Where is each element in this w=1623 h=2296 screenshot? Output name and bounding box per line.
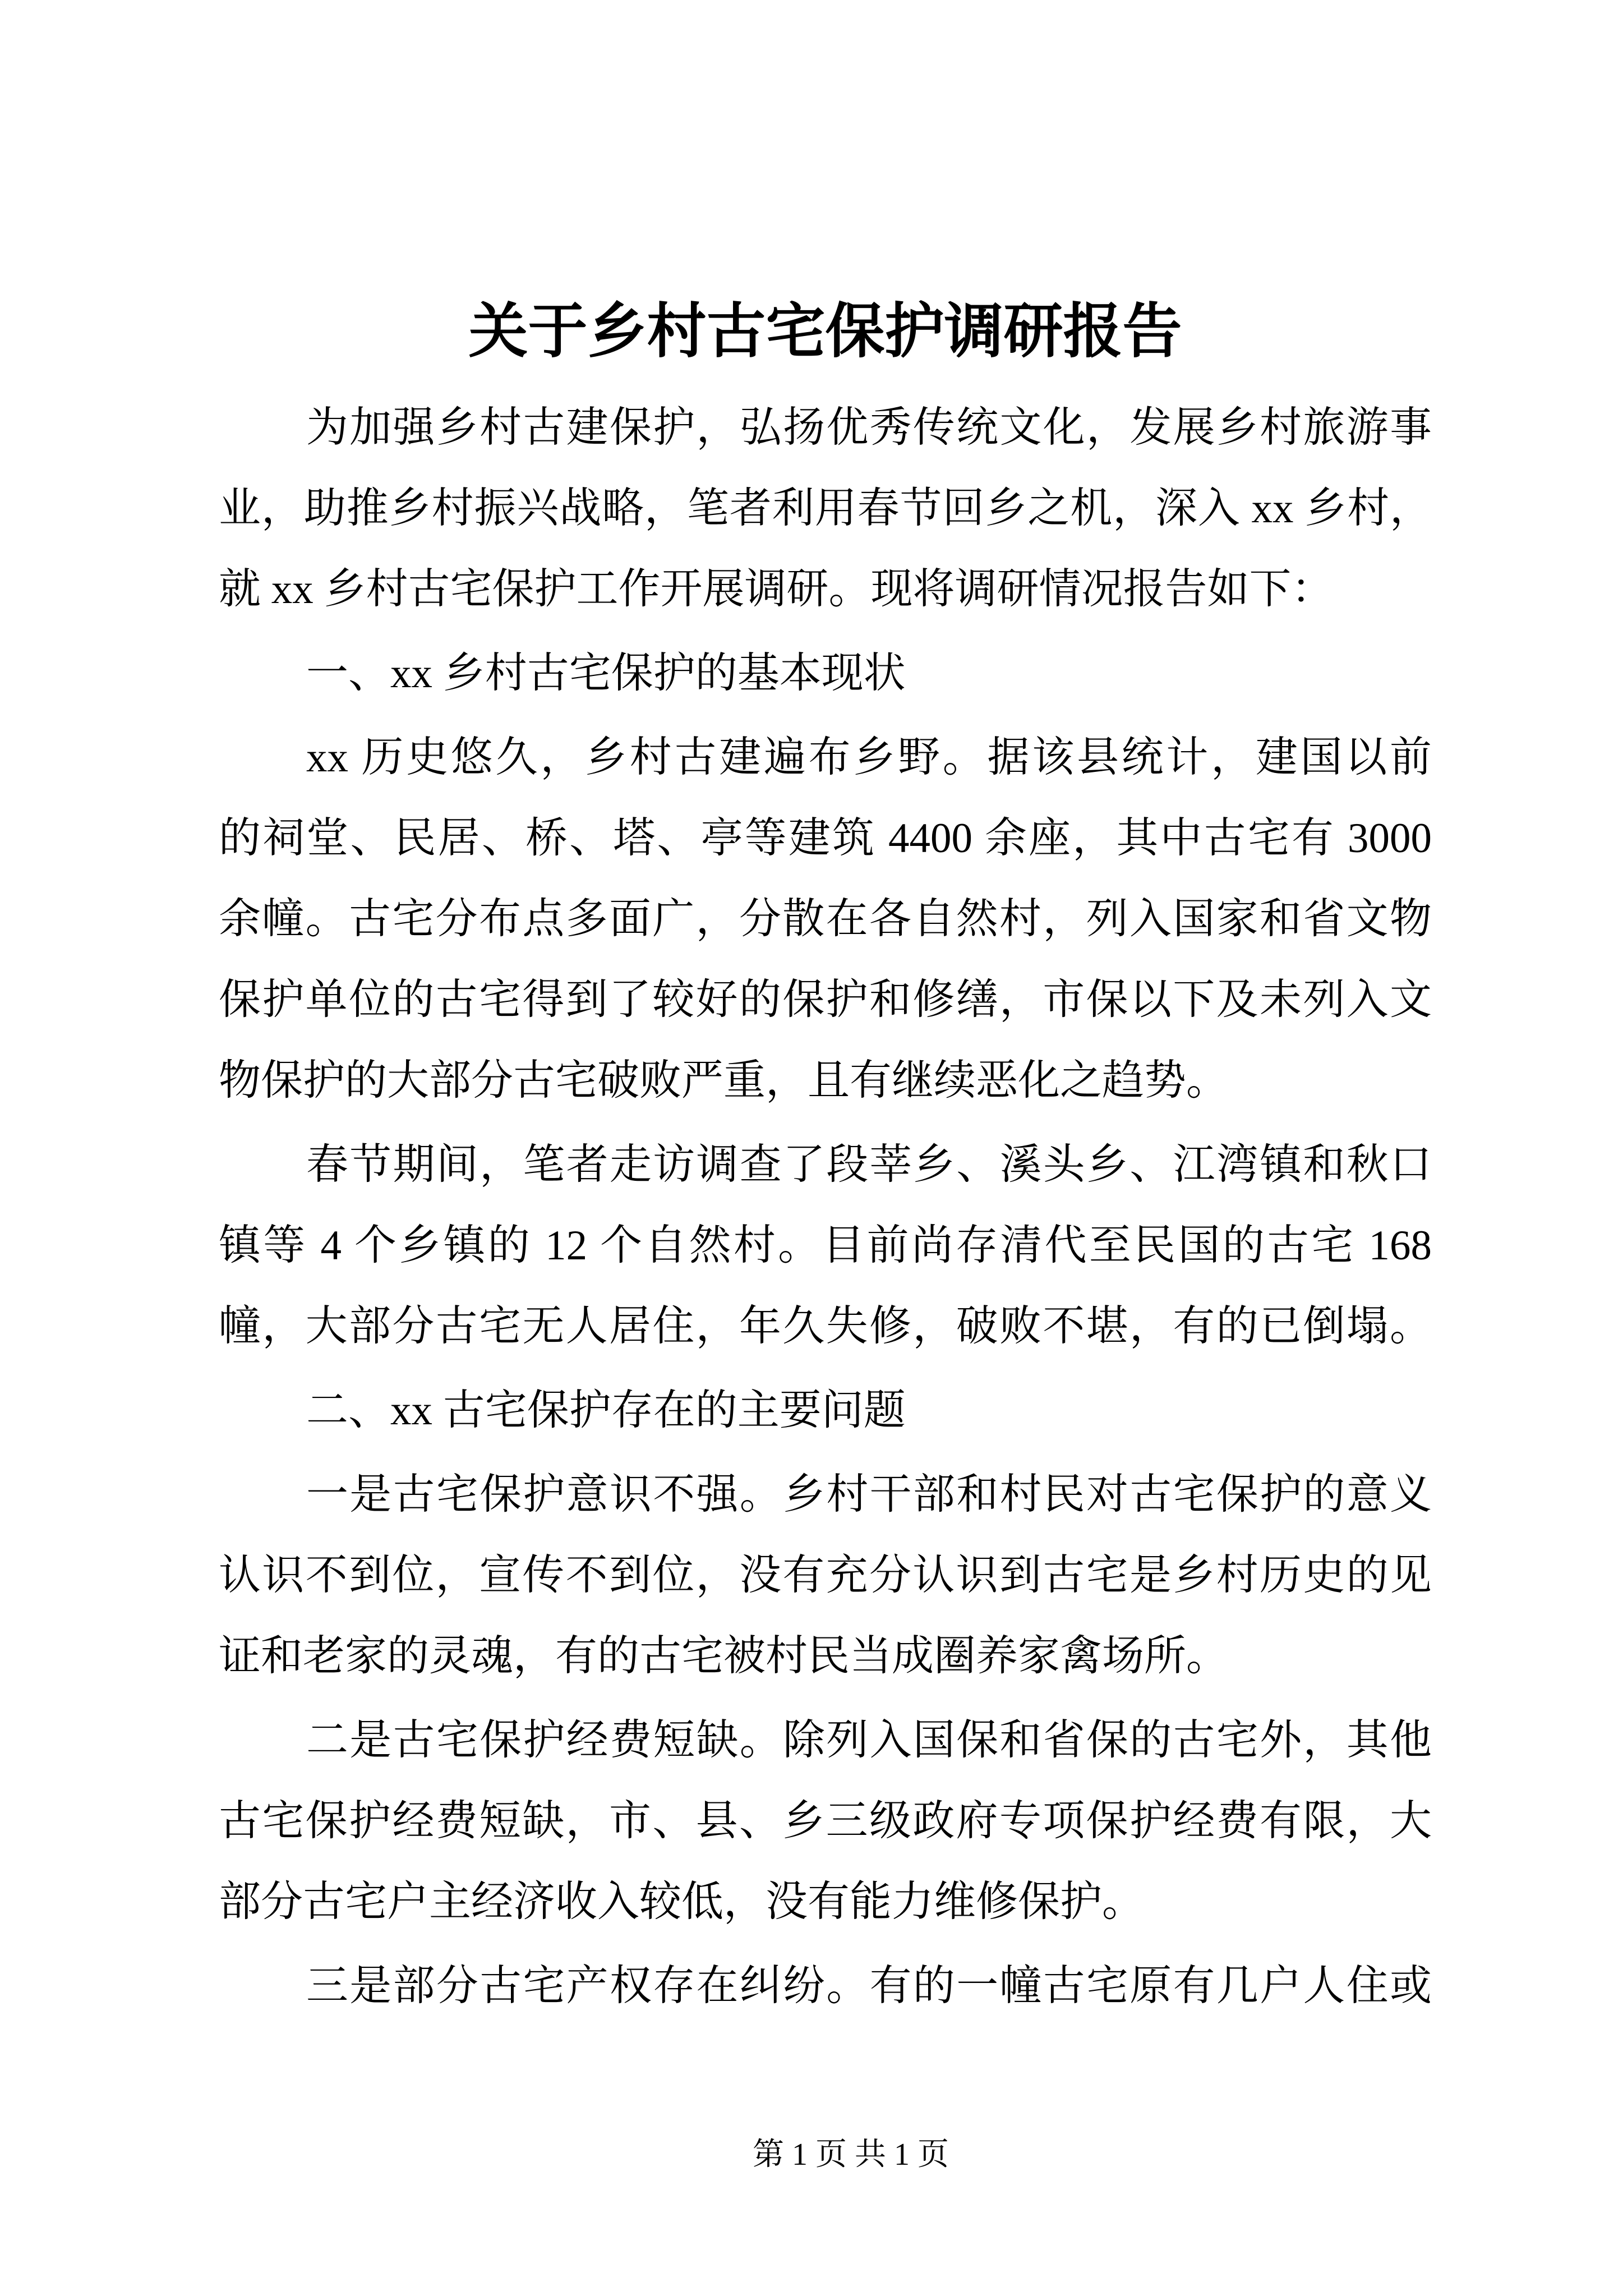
- section-heading-2: [219, 1370, 1432, 1451]
- paragraph-line: 业，助推乡村振兴战略，笔者利用春节回乡之机，深入 xx 乡村，: [219, 485, 1432, 532]
- paragraph-line: 保护单位的古宅得到了较好的保护和修缮，市保以下及未列入文: [219, 977, 1432, 1023]
- paragraph-line: 余幢。古宅分布点多面广，分散在各自然村，列入国家和省文物: [219, 896, 1432, 942]
- paragraph-line: 物保护的大部分古宅破败严重，且有继续恶化之趋势。: [219, 1057, 1229, 1104]
- paragraph-line: 部分古宅户主经济收入较低，没有能力维修保护。: [219, 1879, 1145, 1925]
- paragraph-line: 镇等 4 个乡镇的 12 个自然村。目前尚存清代至民国的古宅 168: [219, 1222, 1432, 1269]
- paragraph-line: 一是古宅保护意识不强。乡村干部和村民对古宅保护的意义: [306, 1471, 1432, 1518]
- paragraph-intro: [219, 388, 1432, 630]
- document-title: 关于乡村古宅保护调研报告: [468, 299, 1182, 365]
- paragraph-line: xx 历史悠久，乡村古建遍布乡野。据该县统计，建国以前: [306, 734, 1432, 781]
- paragraph-line: 春节期间，笔者走访调查了段莘乡、溪头乡、江湾镇和秋口: [306, 1142, 1432, 1188]
- section-heading-line: 一、xx 乡村古宅保护的基本现状: [306, 650, 906, 697]
- paragraph-problem-3: [219, 1946, 1432, 2027]
- paragraph-line: 幢，大部分古宅无人居住，年久失修，破败不堪，有的已倒塌。: [219, 1303, 1432, 1350]
- paragraph-line: 就 xx 乡村古宅保护工作开展调研。现将调研情况报告如下：: [219, 566, 1334, 613]
- section-heading-1: [219, 633, 1432, 714]
- paragraph-line: 为加强乡村古建保护，弘扬优秀传统文化，发展乡村旅游事: [306, 404, 1432, 451]
- paragraph-line: 证和老家的灵魂，有的古宅被村民当成圈养家禽场所。: [219, 1633, 1229, 1680]
- paragraph-line: 二是古宅保护经费短缺。除列入国保和省保的古宅外，其他: [306, 1717, 1432, 1764]
- paragraph-problem-2: [219, 1700, 1432, 1943]
- section-heading-line: 二、xx 古宅保护存在的主要问题: [306, 1387, 906, 1434]
- paragraph-problem-1: [219, 1455, 1432, 1697]
- paragraph-line: 古宅保护经费短缺，市、县、乡三级政府专项保护经费有限，大: [219, 1798, 1432, 1844]
- paragraph-line: 三是部分古宅产权存在纠纷。有的一幢古宅原有几户人住或: [306, 1963, 1432, 2009]
- paragraph-survey: [219, 1125, 1432, 1367]
- paragraph-line: 的祠堂、民居、桥、塔、亭等建筑 4400 余座，其中古宅有 3000: [219, 815, 1432, 862]
- paragraph-line: 认识不到位，宣传不到位，没有充分认识到古宅是乡村历史的见: [219, 1552, 1432, 1599]
- paragraph-status: [219, 717, 1432, 1121]
- page-number-footer: 第 1 页 共 1 页: [753, 2137, 949, 2172]
- document-body: [219, 388, 1432, 2027]
